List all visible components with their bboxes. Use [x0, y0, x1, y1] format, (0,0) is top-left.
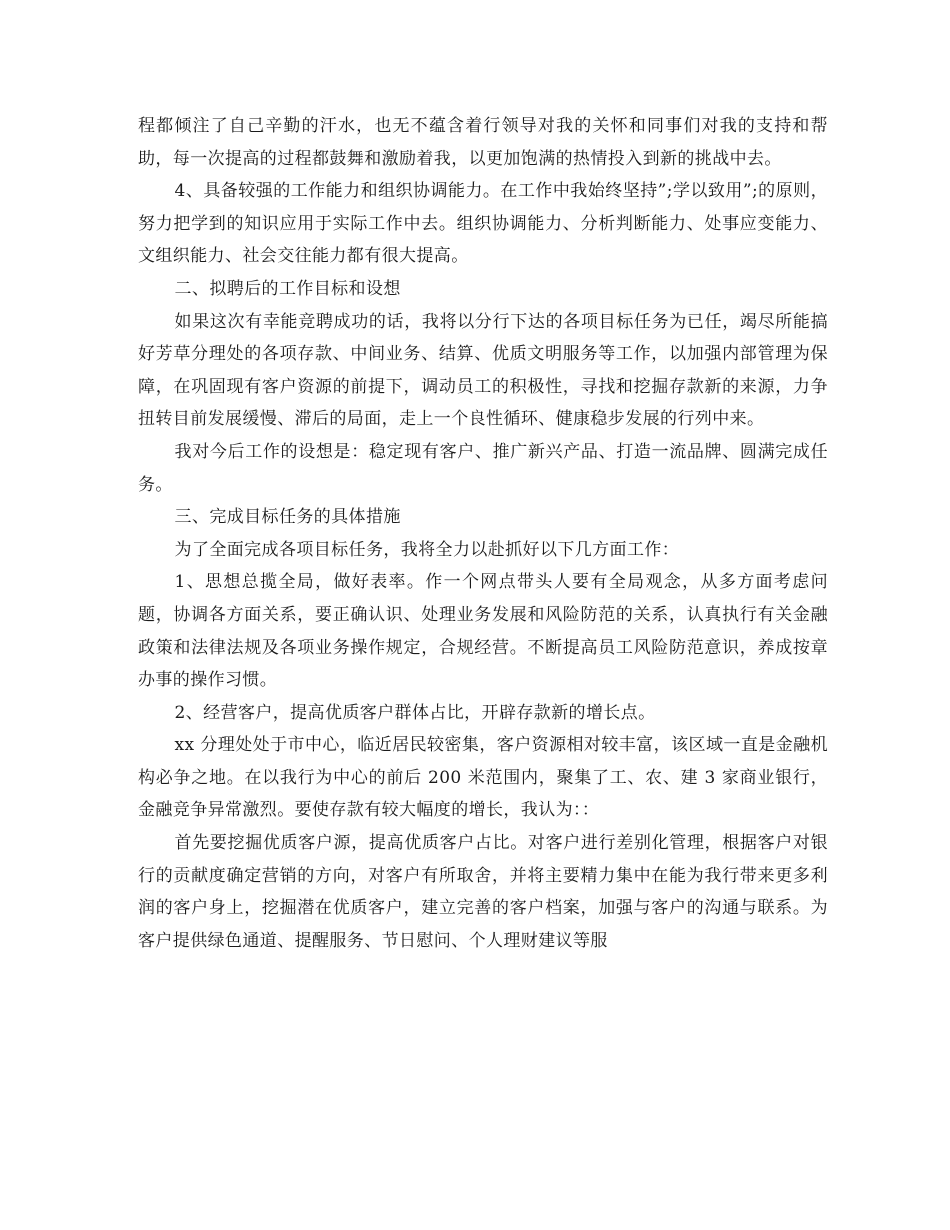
paragraph-8: xx 分理处处于市中心，临近居民较密集，客户资源相对较丰富，该区域一直是金融机构必争之地。在以我行为中心的前后 200 米范围内，聚集了工、农、建 3 家商业银行，金融竞争异常激烈。要使存款有较大幅度的增长，我认为：：	[138, 735, 828, 821]
paragraph-6: 1、思想总揽全局，做好表率。作一个网点带头人要有全局观念，从多方面考虑问题，协调各方面关系，要正确认识、处理业务发展和风险防范的关系，认真执行有关金融政策和法律法规及各项业务操作规定，合规经营。不断提高员工风险防范意识，养成按章办事的操作习惯。	[138, 572, 828, 691]
section-heading-3: 三、完成目标任务的具体措施	[174, 507, 401, 528]
paragraph-7: 2、经营客户，提高优质客户群体占比，开辟存款新的增长点。	[174, 702, 656, 723]
paragraph-5: 为了全面完成各项目标任务，我将全力以赴抓好以下几方面工作：	[174, 539, 680, 560]
paragraph-2: 4、具备较强的工作能力和组织协调能力。在工作中我始终坚持”;学以致用”;的原则，努力把学到的知识应用于实际工作中去。组织协调能力、分析判断能力、处事应变能力、文组织能力、社会交往能力都有很大提高。	[138, 181, 828, 267]
document-page	[138, 110, 828, 957]
paragraph-9: 首先要挖掘优质客户源，提高优质客户占比。对客户进行差别化管理，根据客户对银行的贡献度确定营销的方向，对客户有所取舍，并将主要精力集中在能为我行带来更多利润的客户身上，挖掘潜在优质客户，建立完善的客户档案，加强与客户的沟通与联系。为客户提供绿色通道、提醒服务、节日慰问、个人理财建议等服	[138, 833, 828, 951]
paragraph-3: 如果这次有幸能竞聘成功的话，我将以分行下达的各项目标任务为已任，竭尽所能搞好芳草分理处的各项存款、中间业务、结算、优质文明服务等工作，以加强内部管理为保障，在巩固现有客户资源的前提下，调动员工的积极性，寻找和挖掘存款新的来源，力争扭转目前发展缓慢、滞后的局面，走上一个良性循环、健康稳步发展的行列中来。	[138, 311, 828, 430]
paragraph-4: 我对今后工作的设想是：稳定现有客户、推广新兴产品、打造一流品牌、圆满完成任务。	[138, 441, 828, 495]
paragraph-1: 程都倾注了自己辛勤的汗水，也无不蕴含着行领导对我的关怀和同事们对我的支持和帮助，每一次提高的过程都鼓舞和激励着我，以更加饱满的热情投入到新的挑战中去。	[138, 116, 828, 169]
section-heading-2: 二、拟聘后的工作目标和设想	[174, 278, 401, 299]
